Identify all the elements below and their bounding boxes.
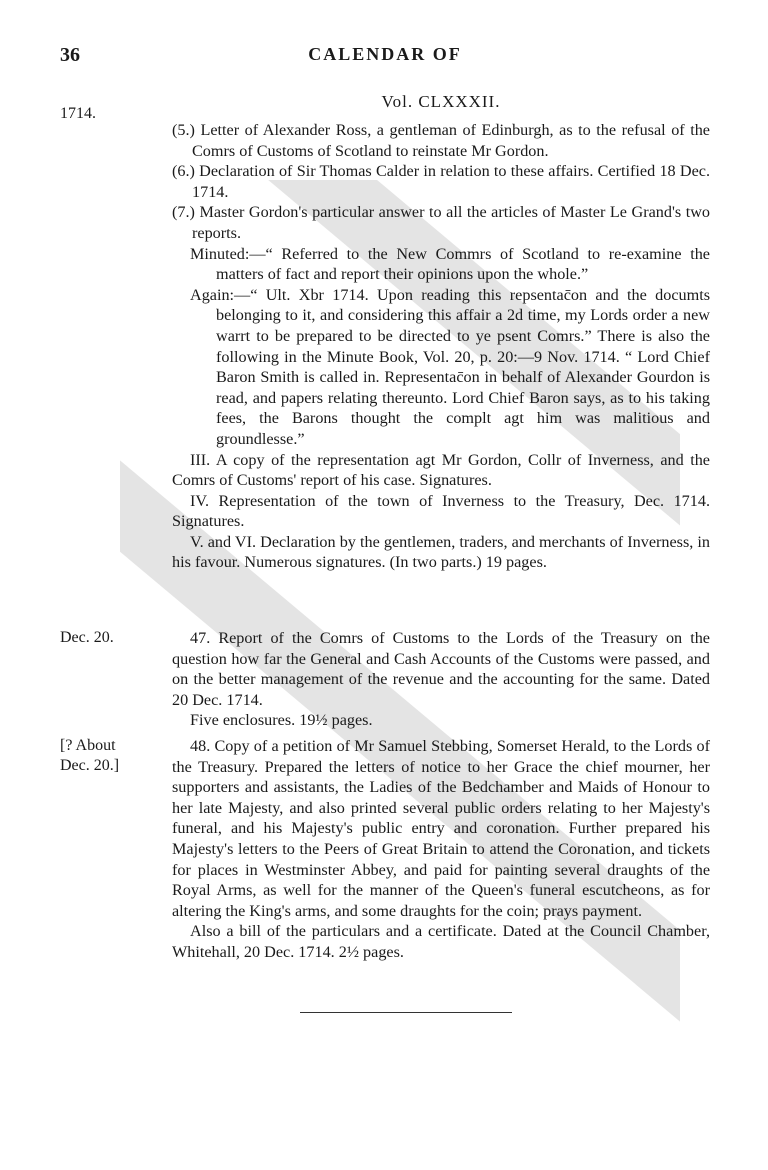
item-6: (6.) Declaration of Sir Thomas Calder in relation to these affairs. Certified 18 Dec. 1714. <box>172 162 710 201</box>
section-1714 <box>172 120 710 573</box>
entry-48 <box>172 736 710 963</box>
entry-47-enclosures: Five enclosures. 19½ pages. <box>190 711 373 730</box>
footer-rule <box>300 1012 512 1013</box>
page-number: 36 <box>60 44 80 66</box>
entry-47-text: 47. Report of the Comrs of Customs to the Lords of the Treasury on the question how far the General and Cash Accounts of the Customs were passed, and on the better management of the revenue and the accounting for the same. Dated 20 Dec. 1714. <box>172 629 710 709</box>
margin-about-line1: [? About <box>60 737 116 754</box>
entry-47 <box>172 628 710 731</box>
item-5: (5.) Letter of Alexander Ross, a gentleman of Edinburgh, as to the refusal of the Comrs of Customs of Scotland to reinstate Mr Gordon. <box>172 121 710 160</box>
page-header <box>60 44 710 74</box>
entry-48-text: 48. Copy of a petition of Mr Samuel Stebbing, Somerset Herald, to the Lords of the Treasury. Prepared the letters of notice to her Grace the chief mourner, her supporters and assistants, the Ladies of the Bedchamber and Maids of Honour to her late Majesty, and also printed several public orders relating to her Majesty's funeral, and his Majesty's public entry and coronation. Further prepared his Majesty's letters to the Peers of Great Britain to attend the Coronation, and tickets for places in Westminster Abbey, and paid for painting several draughts of the Royal Arms, as well for the manner of the Queen's funeral escutcheons, as for altering the King's arms, and some draughts for the coin; prays payment. <box>172 737 710 920</box>
enclosure-iii: III. A copy of the representation agt Mr Gordon, Collr of Inverness, and the Comrs of Customs' report of his case. Signatures. <box>172 450 710 490</box>
entry-48-also: Also a bill of the particulars and a certificate. Dated at the Council Chamber, Whitehall, 20 Dec. 1714. 2½ pages. <box>172 922 710 961</box>
margin-date-dec20: Dec. 20. <box>60 629 114 646</box>
minuted-note: Minuted:—“ Referred to the New Commrs of Scotland to re-examine the matters of fact and report their opinions upon the whole.” <box>190 244 710 284</box>
item-7: (7.) Master Gordon's particular answer to all the articles of Master Le Grand's two reports. <box>172 203 710 242</box>
again-note: Again:—“ Ult. Xbr 1714. Upon reading this repsentac̄on and the documts belonging to it, and considering this affair a 2d time, my Lords order a new warrt to be prepared to be directed to ye psent Comrs.” There is also the following in the Minute Book, Vol. 20, p. 20:—9 Nov. 1714. “ Lord Chief Baron Smith is called in. Representac̄on in behalf of Alexander Gourdon is read, and papers relating thereunto. Lord Chief Baron says, as to his taking fees, the Barons thought the complt agt him was malitious and groundlesse.” <box>190 285 710 448</box>
enclosure-iv: IV. Representation of the town of Inverness to the Treasury, Dec. 1714. Signatures. <box>172 491 710 531</box>
volume-heading: Vol. CLXXXII. <box>381 92 501 111</box>
margin-about-line2: Dec. 20.] <box>60 757 120 774</box>
margin-date-about <box>60 736 119 776</box>
running-head: CALENDAR OF <box>308 44 462 64</box>
margin-year: 1714. <box>60 105 96 122</box>
enclosure-v-vi: V. and VI. Declaration by the gentlemen, traders, and merchants of Inverness, in his favour. Numerous signatures. (In two parts.) 19 pages. <box>172 532 710 572</box>
